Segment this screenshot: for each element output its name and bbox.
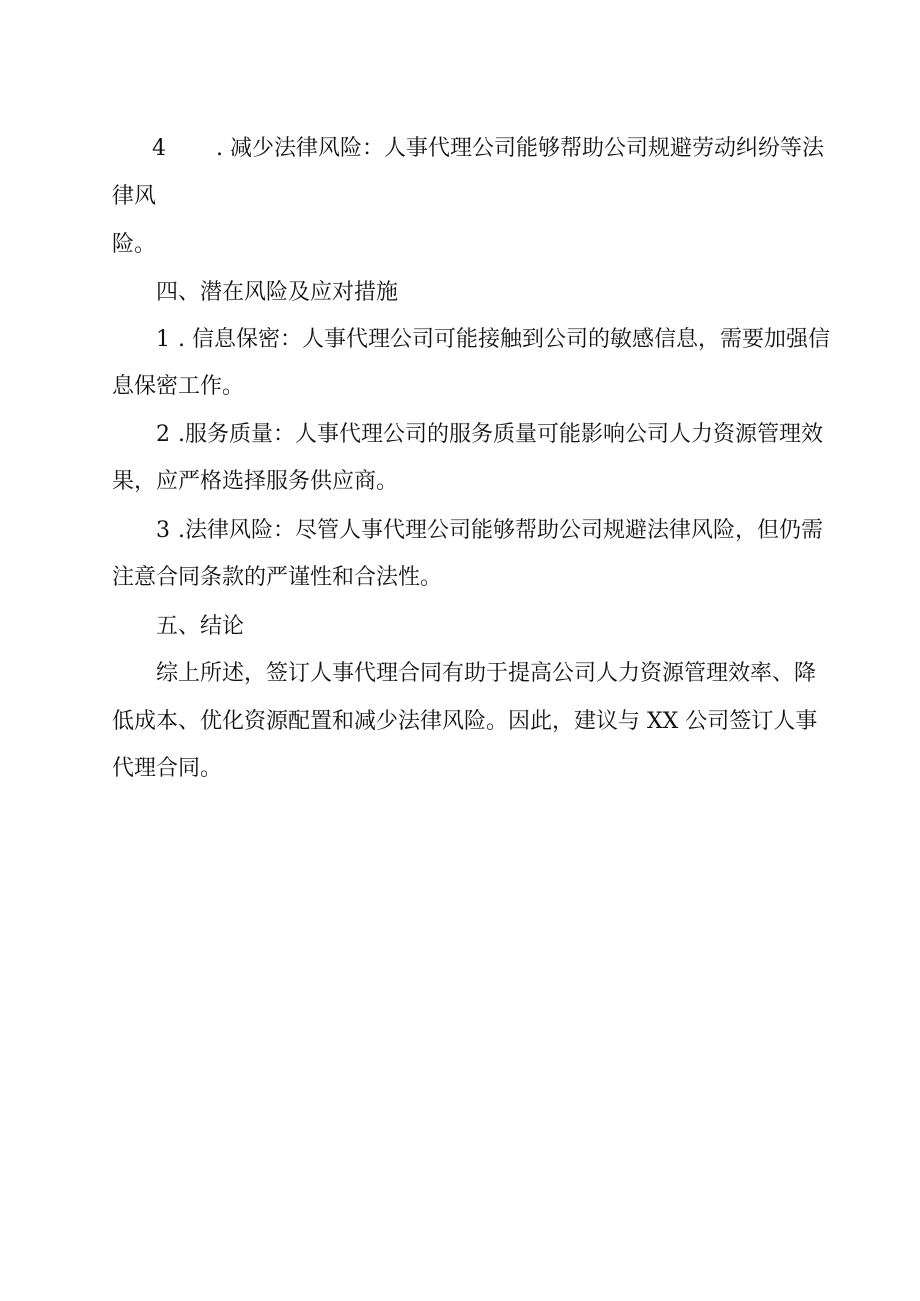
section4-item2-line2: 果，应严格选择服务供应商。 [112,469,399,494]
item4-number: 4 [152,136,166,161]
section4-item3-number: 3 [156,518,170,543]
item4-text-line1: . 减少法律风险：人事代理公司能够帮助公司规避劳动纠纷等法 [216,136,824,161]
section4-item1-line1 [156,325,830,355]
item4-line2: 律风 [112,184,157,209]
section4-heading: 四、潜在风险及应对措施 [156,280,399,305]
item4-line3: 险。 [112,232,157,257]
section4-item3-text-line1: .法律风险：尽管人事代理公司能够帮助公司规避法律风险，但仍需 [178,518,823,543]
section4-item3-line1 [156,516,823,546]
section4-item2-text-line1: .服务质量：人事代理公司的服务质量可能影响公司人力资源管理效 [178,422,823,447]
section4-item1-number: 1 [156,327,170,352]
section5-heading: 五、结论 [156,614,245,639]
section4-item1-text-line1: . 信息保密：人事代理公司可能接触到公司的敏感信息，需要加强信 [178,327,830,352]
item4-line1 [152,134,824,164]
section4-item2-number: 2 [156,422,170,447]
conclusion-line3: 代理合同。 [112,756,223,781]
section4-item3-line2: 注意合同条款的严谨性和合法性。 [112,565,443,590]
conclusion-line2: 低成本、优化资源配置和减少法律风险。因此，建议与 XX 公司签订人事 [112,709,818,734]
section4-item2-line1 [156,420,823,450]
section4-item1-line2: 息保密工作。 [112,374,245,399]
conclusion-line1: 综上所述，签订人事代理合同有助于提高公司人力资源管理效率、降 [156,661,817,686]
